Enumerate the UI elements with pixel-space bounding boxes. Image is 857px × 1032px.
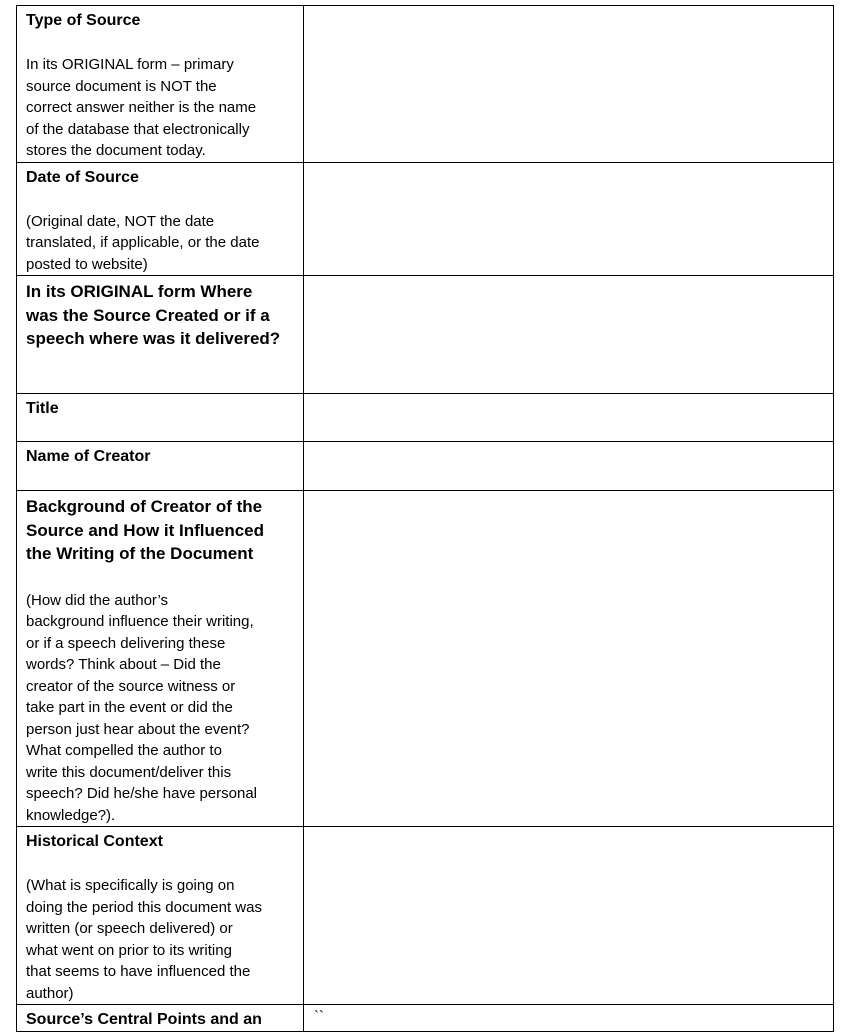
table-row — [17, 162, 834, 276]
label-cell-type-of-source — [17, 6, 304, 163]
answer-cell-place-of-creation[interactable] — [304, 276, 834, 394]
row-heading: In its ORIGINAL form Where was the Source Created or if a speech where was it delivered? — [26, 282, 281, 348]
table-row — [17, 1005, 834, 1032]
answer-cell-type-of-source[interactable] — [304, 6, 834, 163]
answer-cell-background-of-creator[interactable] — [304, 491, 834, 827]
row-heading: Historical Context — [26, 833, 163, 850]
answer-cell-title[interactable] — [304, 394, 834, 442]
label-cell-place-of-creation — [17, 276, 304, 394]
row-heading: Source’s Central Points and an — [26, 1011, 262, 1028]
label-cell-title — [17, 394, 304, 442]
table-row — [17, 276, 834, 394]
row-instructions: (How did the author’s background influence their writing, or if a speech delivering these words? Think about – Did the creator of the source witness or take part in the event or did the person just hear about the event? What compelled the author to write this document/deliver this speech? Did he/she have personal knowledge?). — [26, 591, 257, 824]
row-heading: Title — [26, 400, 59, 417]
label-cell-background-of-creator — [17, 491, 304, 827]
table-row — [17, 442, 834, 491]
answer-cell-historical-context[interactable] — [304, 827, 834, 1005]
row-heading: Name of Creator — [26, 448, 151, 465]
table-row — [17, 394, 834, 442]
label-cell-name-of-creator — [17, 442, 304, 491]
answer-cell-central-points[interactable] — [304, 1005, 834, 1032]
answer-cell-name-of-creator[interactable] — [304, 442, 834, 491]
row-heading: Date of Source — [26, 168, 139, 186]
label-cell-central-points — [17, 1005, 304, 1032]
table-row — [17, 6, 834, 163]
table-row — [17, 491, 834, 827]
label-cell-date-of-source — [17, 162, 304, 276]
source-analysis-table — [16, 5, 834, 1032]
answer-cell-date-of-source[interactable] — [304, 162, 834, 276]
row-heading: Background of Creator of the Source and How it Influenced the Writing of the Document — [26, 497, 265, 563]
row-instructions: (Original date, NOT the date translated, if applicable, or the date posted to website) — [26, 212, 260, 273]
label-cell-historical-context — [17, 827, 304, 1005]
answer-text: `` — [314, 1008, 324, 1025]
row-heading: Type of Source — [26, 12, 141, 29]
row-instructions: In its ORIGINAL form – primary source document is NOT the correct answer neither is the name of the database that electronically stores the document today. — [26, 56, 257, 159]
row-instructions: (What is specifically is going on doing the period this document was written (or speech delivered) or what went on prior to its writing that seems to have influenced the author) — [26, 877, 262, 1002]
table-row — [17, 827, 834, 1005]
